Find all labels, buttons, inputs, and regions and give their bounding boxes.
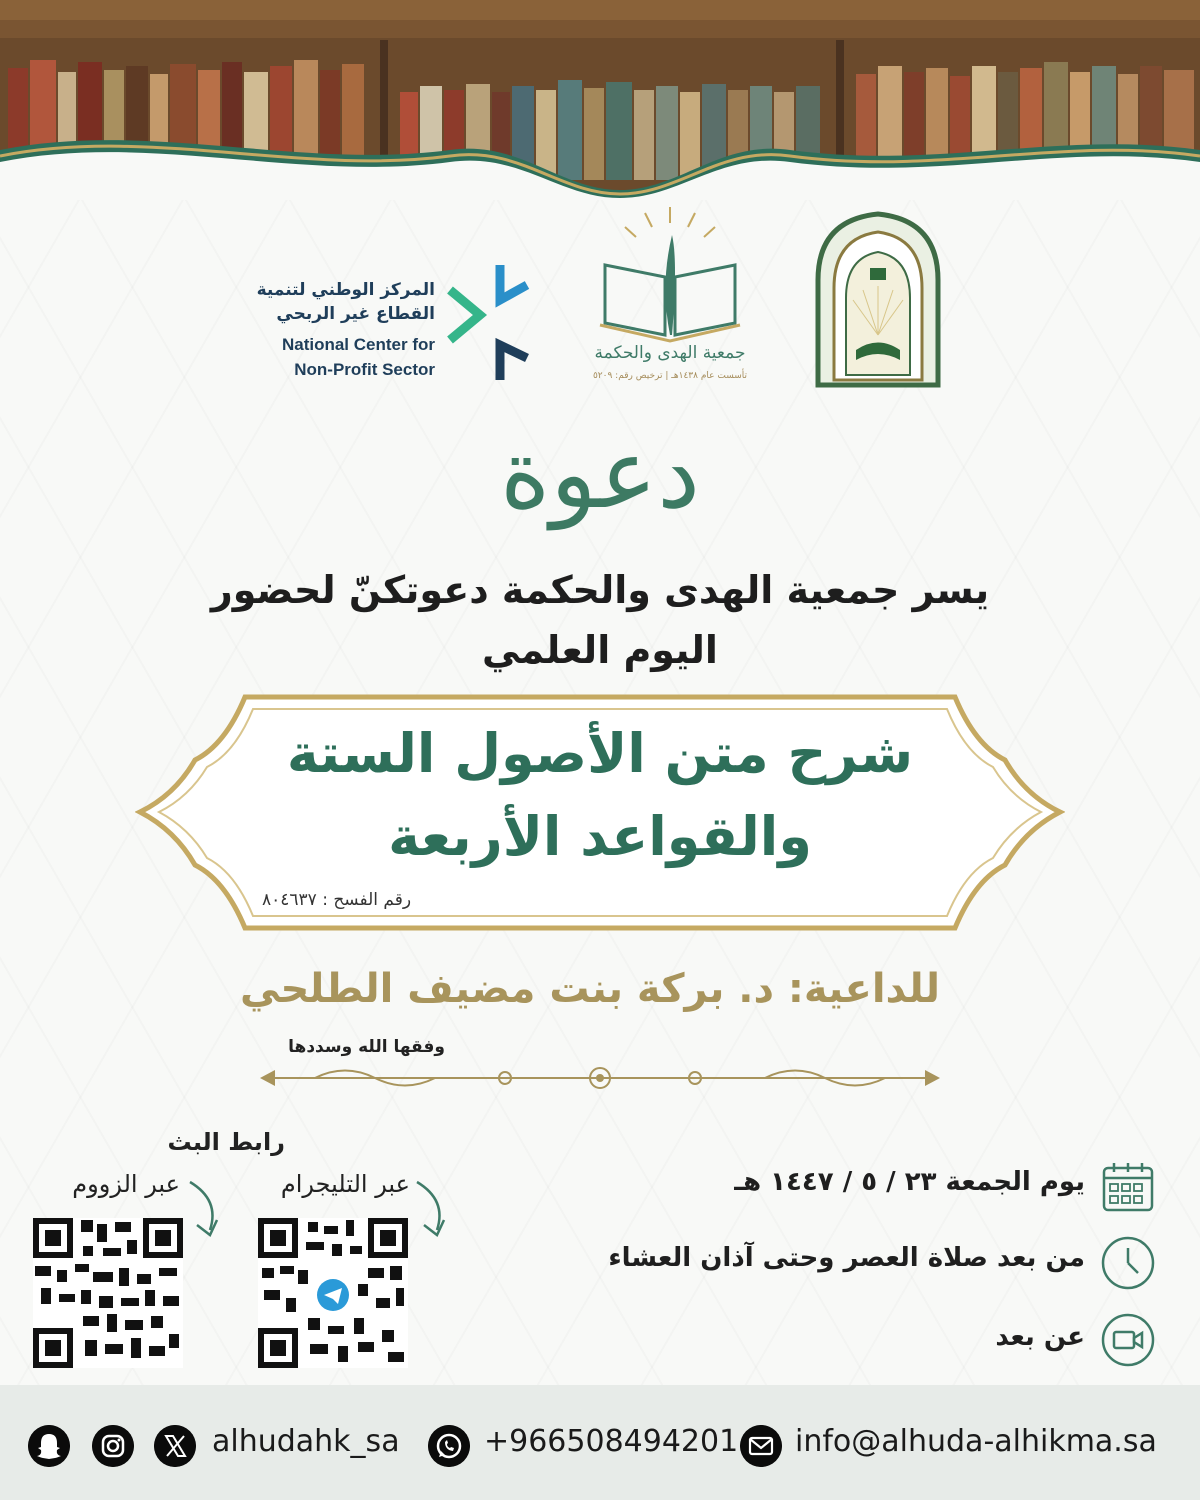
ornamental-divider: [255, 1058, 945, 1098]
ncnp-english-line2: Non-Profit Sector: [294, 360, 435, 379]
ncnp-arabic-line1: المركز الوطني لتنمية: [256, 280, 435, 300]
instagram-icon[interactable]: [92, 1425, 134, 1467]
event-time: من بعد صلاة العصر وحتى آذان العشاء: [608, 1243, 1085, 1273]
ncnp-arabic-line2: القطاع غير الربحي: [276, 304, 435, 324]
telegram-label: عبر التليجرام: [280, 1170, 410, 1198]
huda-logo-subtitle: تأسست عام ١٤٣٨هـ | ترخيص رقم: ٥٢٠٩: [592, 371, 748, 381]
ncnp-logo: [250, 260, 540, 390]
program-title-line2: والقواعد الأربعة: [388, 805, 812, 868]
program-title-line1: شرح متن الأصول الستة: [286, 722, 914, 785]
email-address[interactable]: info@alhuda-alhikma.sa: [795, 1424, 1157, 1459]
ncnp-mark-icon: [445, 260, 535, 385]
zoom-qr-code[interactable]: [33, 1218, 183, 1368]
intro-line-2: اليوم العلمي: [482, 628, 718, 672]
email-icon[interactable]: [740, 1425, 782, 1467]
telegram-qr-code[interactable]: [258, 1218, 408, 1368]
huda-hikma-logo: [560, 205, 780, 395]
zoom-label: عبر الزووم: [72, 1170, 180, 1198]
intro-line-1: يسر جمعية الهدى والحكمة دعوتكنّ لحضور: [210, 568, 990, 612]
logos-row: [0, 205, 1200, 395]
license-number: رقم الفسح : ٨٠٤٦٣٧: [262, 890, 412, 910]
telegram-arrow-icon: [412, 1180, 452, 1240]
ncnp-english-line1: National Center for: [281, 335, 435, 354]
book-quill-icon: [560, 205, 780, 345]
phone-number[interactable]: +966508494201: [484, 1424, 739, 1459]
speaker-blessing: وفقها الله وسددها: [288, 1037, 445, 1057]
video-icon: [1100, 1312, 1156, 1368]
calligraphy-text: دعوة: [500, 418, 700, 530]
speaker-name: للداعية: د. بركة بنت مضيف الطلحي: [240, 966, 940, 1012]
contact-footer: [0, 1385, 1200, 1500]
calendar-icon: [1100, 1160, 1156, 1216]
social-handle[interactable]: alhudahk_sa: [212, 1424, 400, 1459]
stream-title: رابط البث: [167, 1128, 285, 1156]
huda-logo-name: جمعية الهدى والحكمة: [594, 343, 746, 363]
bookshelf-header-image: [0, 0, 1200, 200]
ministry-logo: [808, 210, 948, 390]
event-date: يوم الجمعة ٢٣ / ٥ / ١٤٤٧ هـ: [734, 1167, 1085, 1197]
event-mode: عن بعد: [995, 1322, 1085, 1352]
x-icon[interactable]: [154, 1425, 196, 1467]
invitation-calligraphy: [470, 410, 730, 560]
zoom-arrow-icon: [185, 1180, 225, 1240]
whatsapp-icon[interactable]: [428, 1425, 470, 1467]
snapchat-icon[interactable]: [28, 1425, 70, 1467]
clock-icon: [1100, 1235, 1156, 1291]
